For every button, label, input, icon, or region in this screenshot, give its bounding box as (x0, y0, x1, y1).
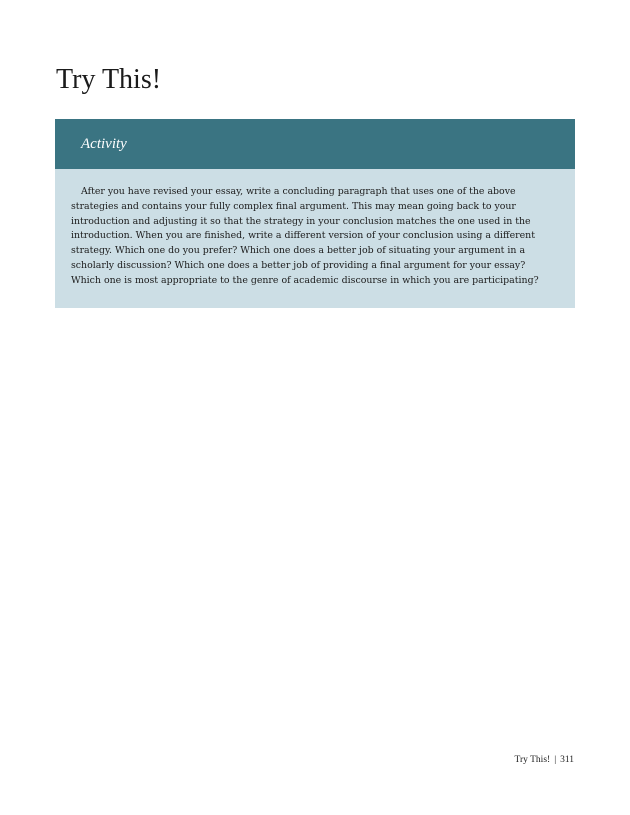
footer-section-title: Try This! (514, 755, 551, 765)
page-number: 311 (560, 755, 574, 765)
page-footer (515, 755, 574, 765)
page-title: Try This! (56, 64, 162, 95)
activity-body-text: After you have revised your essay, write a concluding paragraph that uses one of the above strategies and contains your fully complex final argument. This may mean going back to your introduction and adjusting it so that the strategy in your conclusion matches the one used in the introduction. When you are finished, write a different version of your conclusion using a different strategy. Which one do you prefer? Which one does a better job of situating your argument in a scholarly discussion? Which one does a better job of providing a final argument for your essay? Which one is most appropriate to the genre of academic discourse in which you are participating? (71, 186, 539, 286)
activity-box (55, 119, 575, 308)
activity-heading: Activity (81, 135, 127, 152)
activity-header (55, 119, 575, 169)
footer-separator: | (554, 755, 557, 765)
